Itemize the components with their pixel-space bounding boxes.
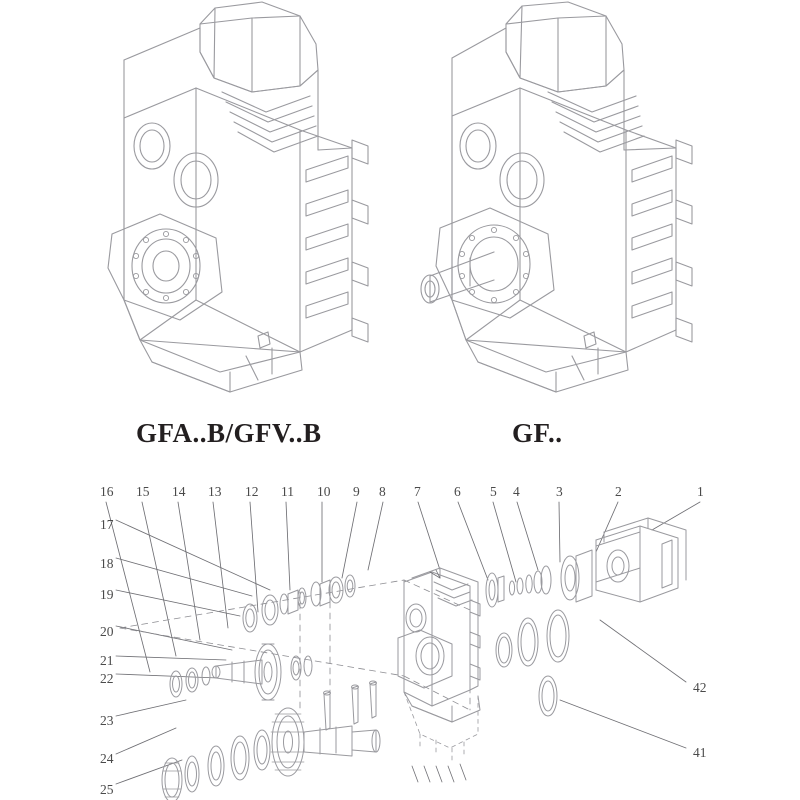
callout-1: 1 bbox=[697, 484, 704, 499]
callout-6: 6 bbox=[454, 484, 461, 499]
callout-14: 14 bbox=[172, 484, 186, 499]
callout-23: 23 bbox=[100, 713, 114, 728]
callout-2: 2 bbox=[615, 484, 622, 499]
callout-7: 7 bbox=[414, 484, 421, 499]
callout-13: 13 bbox=[208, 484, 222, 499]
part-small-rings-top bbox=[243, 575, 355, 632]
callout-15: 15 bbox=[136, 484, 150, 499]
callout-8: 8 bbox=[379, 484, 386, 499]
callout-16: 16 bbox=[100, 484, 114, 499]
callout-41: 41 bbox=[693, 745, 707, 760]
gearbox-left bbox=[108, 2, 368, 392]
callout-11: 11 bbox=[281, 484, 294, 499]
part-shaft-assembly-bottom bbox=[162, 708, 380, 800]
caption-right: GF.. bbox=[512, 418, 563, 448]
callout-22: 22 bbox=[100, 671, 114, 686]
arrow-leaders bbox=[412, 570, 466, 782]
part-large-rings bbox=[496, 610, 569, 716]
callout-12: 12 bbox=[245, 484, 259, 499]
gearbox-right bbox=[421, 2, 692, 392]
part-shaft-assembly-mid bbox=[170, 644, 312, 700]
callout-18: 18 bbox=[100, 556, 114, 571]
callout-24: 24 bbox=[100, 751, 114, 766]
part-ring-cluster-right bbox=[486, 566, 551, 607]
callout-10: 10 bbox=[317, 484, 331, 499]
part-main-housing bbox=[398, 568, 480, 722]
callout-17: 17 bbox=[100, 517, 114, 532]
exploded-view-svg bbox=[0, 460, 800, 800]
callout-25: 25 bbox=[100, 782, 114, 797]
callout-20: 20 bbox=[100, 624, 114, 639]
assembly-axis-lines bbox=[120, 580, 470, 712]
caption-left: GFA..B/GFV..B bbox=[136, 418, 322, 448]
callout-3: 3 bbox=[556, 484, 563, 499]
part-motor-adapter bbox=[561, 518, 686, 602]
leader-lines-top bbox=[106, 502, 700, 672]
callout-5: 5 bbox=[490, 484, 497, 499]
callout-21: 21 bbox=[100, 653, 114, 668]
callout-19: 19 bbox=[100, 587, 114, 602]
callout-9: 9 bbox=[353, 484, 360, 499]
leader-lines-right bbox=[560, 620, 686, 748]
exploded-assembly-view bbox=[0, 460, 800, 800]
callout-42: 42 bbox=[693, 680, 707, 695]
callout-4: 4 bbox=[513, 484, 520, 499]
part-bolts bbox=[324, 681, 377, 730]
